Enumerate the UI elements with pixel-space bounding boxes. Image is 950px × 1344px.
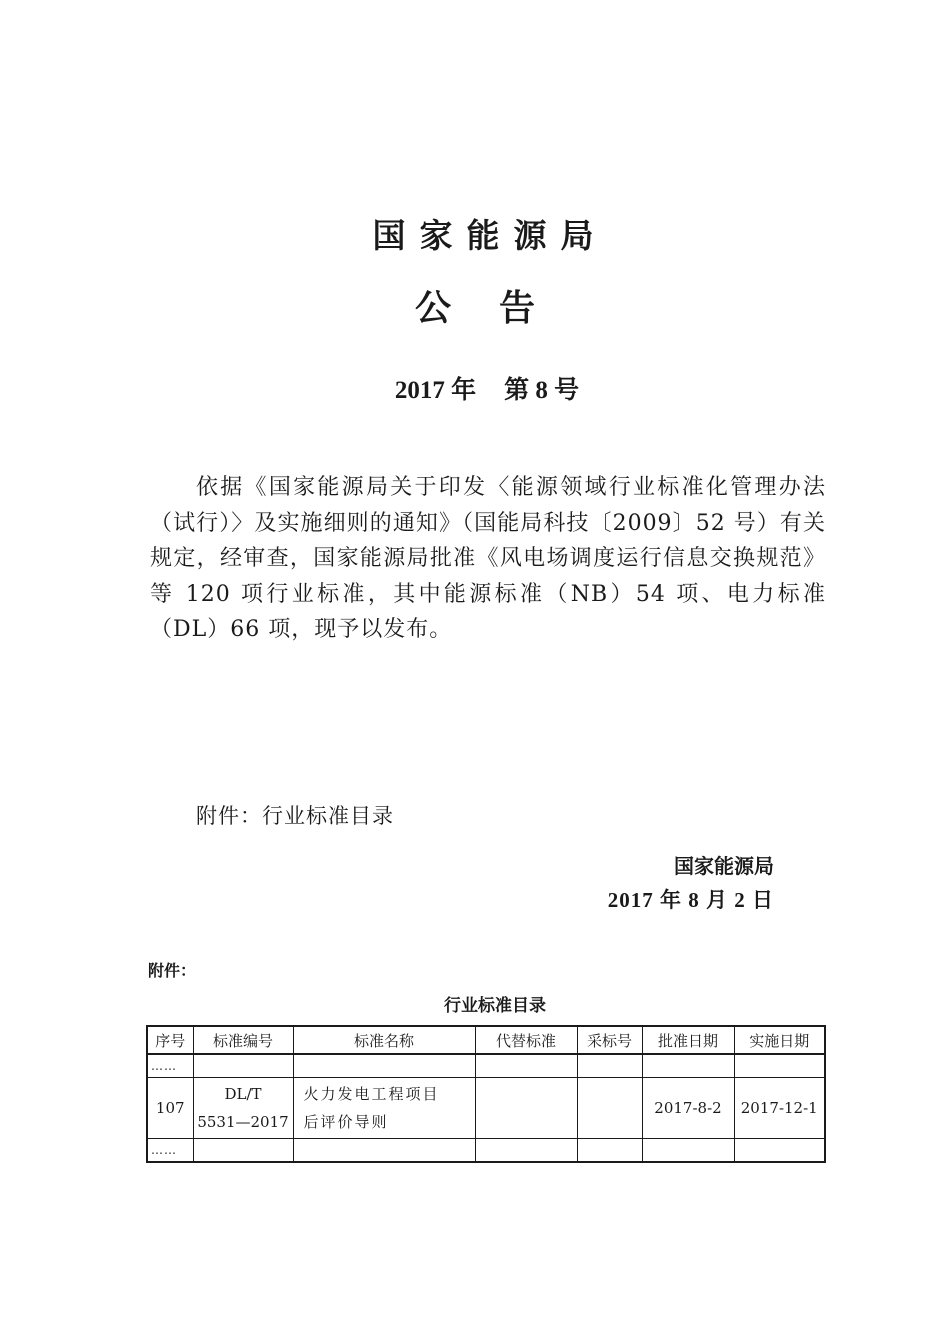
signature-org: 国家能源局 xyxy=(674,854,774,878)
column-header: 标准名称 xyxy=(293,1026,475,1054)
document-type-title: 公告 xyxy=(414,288,583,329)
standards-table xyxy=(146,1025,826,1163)
column-header: 代替标准 xyxy=(475,1026,577,1054)
column-header: 采标号 xyxy=(577,1026,642,1054)
table-header-row xyxy=(147,1026,825,1054)
effective-date-cell: 2017-12-1 xyxy=(734,1078,825,1139)
table-row-ellipsis xyxy=(147,1139,825,1163)
replaced-cell xyxy=(475,1078,577,1139)
ellipsis-cell: …… xyxy=(147,1054,193,1078)
seq-cell: 107 xyxy=(147,1078,193,1139)
name-line: 火力发电工程项目 xyxy=(303,1085,440,1103)
column-header: 序号 xyxy=(147,1026,193,1054)
approve-date-cell: 2017-8-2 xyxy=(642,1078,734,1139)
table-row xyxy=(147,1078,825,1139)
column-header: 批准日期 xyxy=(642,1026,734,1054)
issue-number xyxy=(0,370,950,406)
column-header: 实施日期 xyxy=(734,1026,825,1054)
attachment-label: 附件： xyxy=(148,961,197,980)
issuer-title: 国家能源局 xyxy=(372,216,608,255)
code-cell xyxy=(193,1078,293,1139)
code-line: 5531—2017 xyxy=(197,1113,289,1131)
adopted-cell xyxy=(577,1078,642,1139)
name-cell xyxy=(293,1078,475,1139)
issue-year: 2017 年 xyxy=(394,377,477,404)
issue-no: 第 8 号 xyxy=(504,377,580,404)
attachment-note: 附件：行业标准目录 xyxy=(196,804,394,828)
announcement-paragraph: 依据《国家能源局关于印发〈能源领域行业标准化管理办法（试行）〉及实施细则的通知》（国能局科技〔2009〕52 号）有关规定，经审查，国家能源局批准《风电场调度运行信息交换规范》等 120 项行业标准，其中能源标准（NB）54 项、电力标准（DL）66 项，现予以发布。 xyxy=(150,475,826,642)
signature-date: 2017 年 8 月 2 日 xyxy=(607,888,774,912)
ellipsis-cell: …… xyxy=(147,1139,193,1163)
name-line: 后评价导则 xyxy=(303,1113,389,1131)
code-line: DL/T xyxy=(224,1085,262,1103)
table-row-ellipsis xyxy=(147,1054,825,1078)
column-header: 标准编号 xyxy=(193,1026,293,1054)
table-title: 行业标准目录 xyxy=(444,996,546,1016)
